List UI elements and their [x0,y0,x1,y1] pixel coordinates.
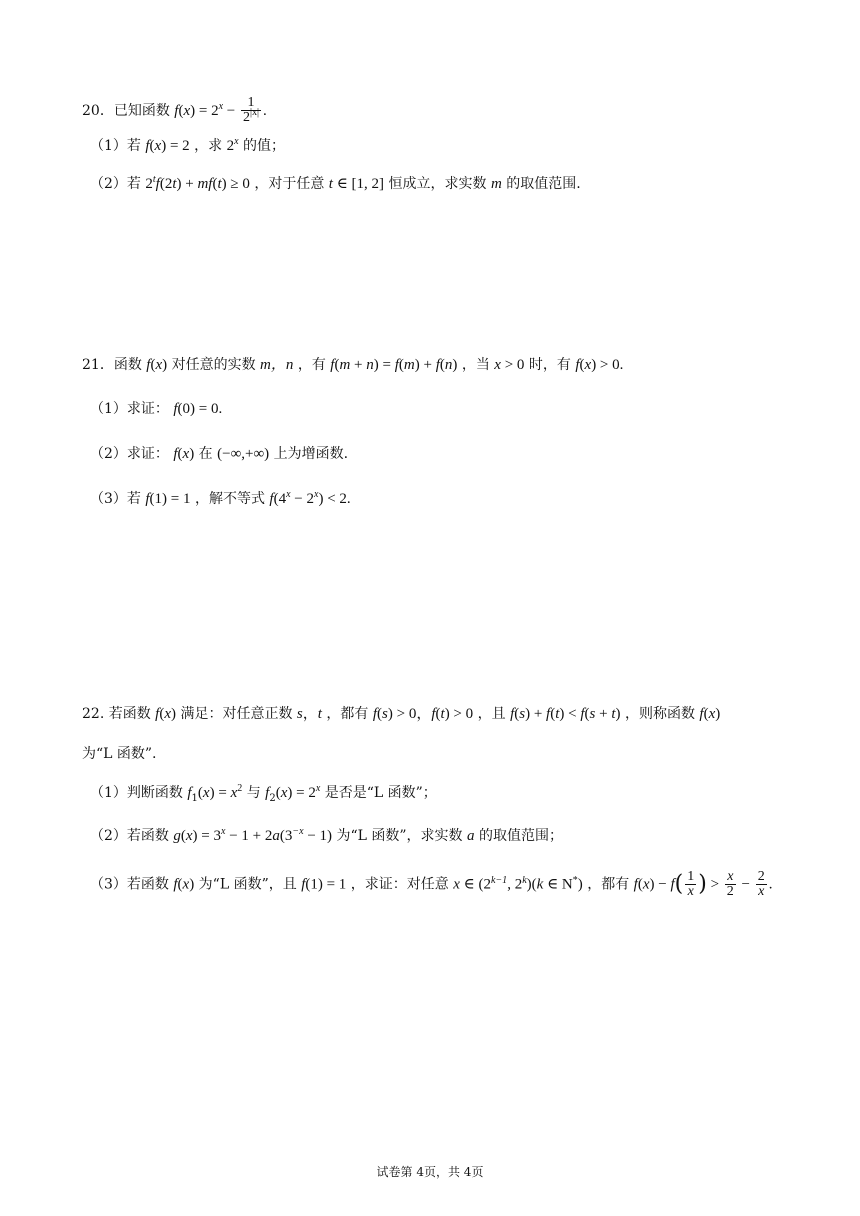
q21-sub1: （1）求证： f(0) = 0. [90,401,223,417]
q20-statement: 20．已知函数 $f(x) = 2^x$ − $\frac{1}{2^{|x|}}$ . [82,95,267,125]
q20-intro: 20．已知函数 [82,103,170,119]
q21-sub3: （3）若 f(1) = 1 ，解不等式 $f(4^x - 2^x) < 2$. [90,489,351,507]
q21-statement: 21．函数 f(x) 对任意的实数 m，n ，有 f(m + n) = f(m) + f(n) ，当 x > 0 时，有 f(x) > 0. [82,357,624,373]
q21-sub2: （2）求证： f(x) 在 (−∞,+∞) 上为增函数. [90,446,349,462]
page-footer: 试卷第 4页，共 4页 [376,1165,484,1179]
q20-sub1: （1）若 f(x) = 2 ，求 2$^x$ 的值； [90,136,285,154]
q20-sub2: （2）若 $2^tf(2t) + mf(t) \ge 0$ ，对于任意 t ∈ [1, 2] 恒成立，求实数 m 的取值范围. [90,174,581,192]
q22-statement: 22. 若函数 f(x) 满足：对任意正数 s，t ，都有 f(s) > 0，f(t) > 0 ，且 f(s) + f(t) < f(s + t) ，则称函数 f(x) [82,706,721,722]
q22-line2: 为“L 函数”. [82,746,157,762]
q22-sub1: （1）判断函数 $f_1(x) = x^2$ 与 $f_2(x) = 2^x$ 是否是“L 函数”； [90,783,437,804]
q22-sub2: （2）若函数 $g(x) = 3^x - 1 + 2a(3^{-x} - 1)$ 为“L 函数”，求实数 a 的取值范围； [90,826,563,844]
q22-sub3: （3）若函数 f(x) 为“L 函数”，且 f(1) = 1 ，求证：对任意 x ∈ ($2^{k-1}$, 2$^k$)(k ∈ N*) ，都有 f(x) − f( $\frac{1}{x}$ ) > $\frac{x}{2}$ − $\frac{2}{x}$ . [90,869,773,899]
